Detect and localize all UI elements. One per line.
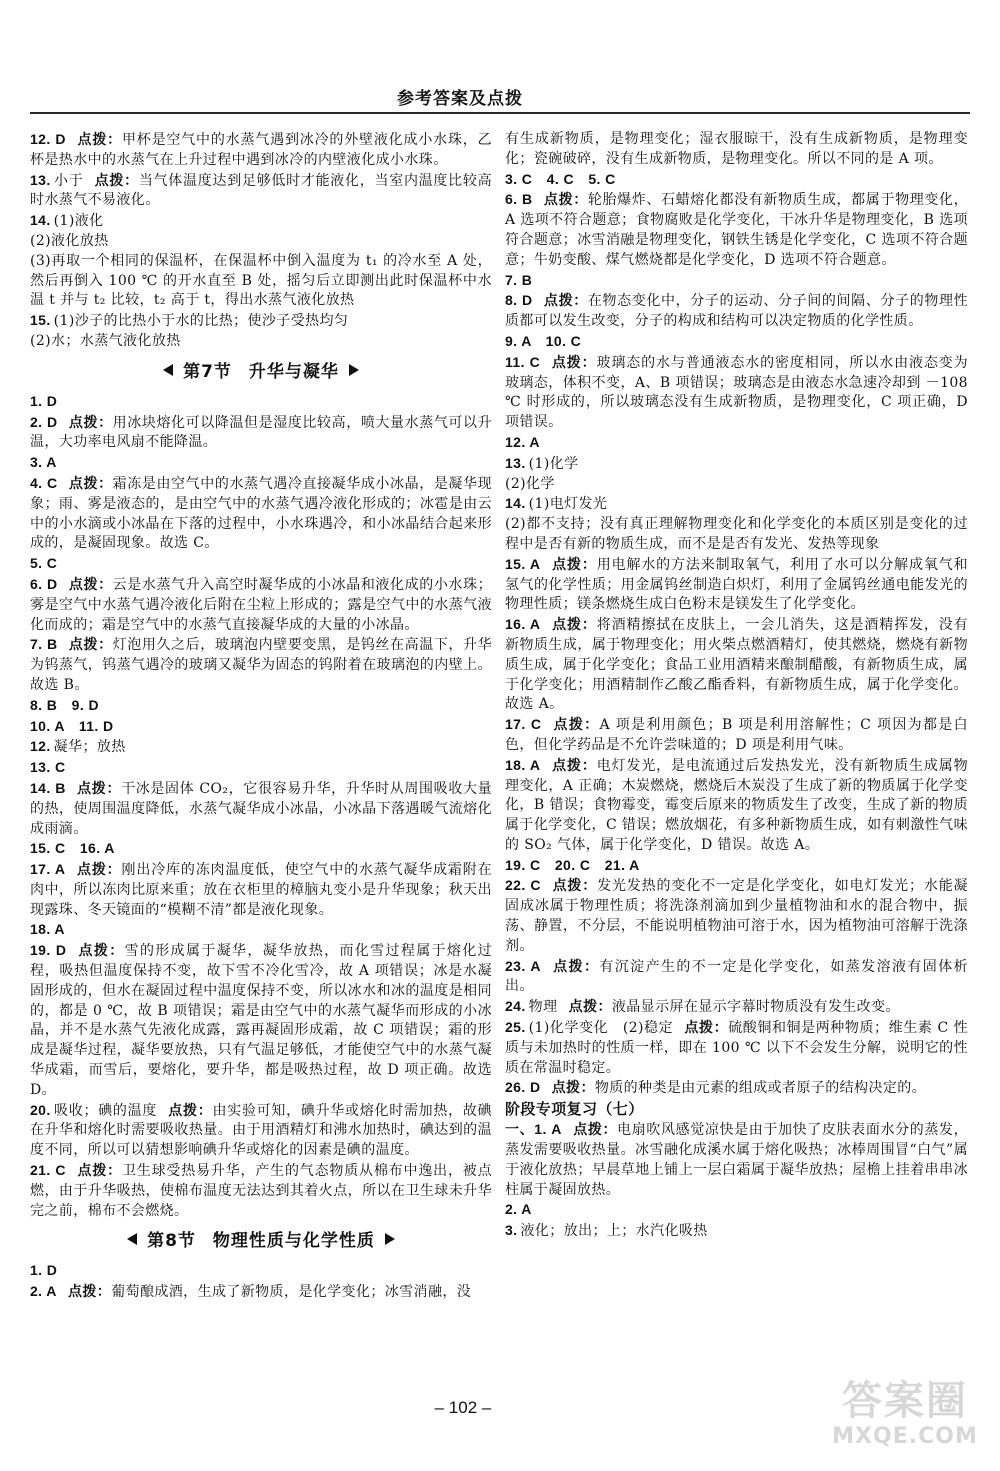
answer-number: 13. [505,454,526,471]
tip-text: 电灯发光，是电流通过后发热发光，没有新物质生成属物理变化，A 正确；木炭燃烧，燃烧后木炭没了生成了新的物质属于化学变化，B 错误；食物霉变，霉变后原来的物质发生了改变，生成了新的物质属于化学变化，C 错误；燃放烟花，有多种新物质生成，如有刺激性气味的 SO₂ 气体，属于化学变化，D 错误。故选 A。 [505,757,969,853]
answer-item [505,353,968,433]
answer-item [505,271,968,292]
tip-text: 有沉淀产生的不一定是化学变化，如蒸发溶液有固体析出。 [505,958,968,995]
answer-item [30,575,492,635]
answer-number: 15. C 16. A [30,840,115,857]
tip-label: 点拨： [552,958,600,975]
answer-item [505,1018,968,1078]
tip-text: 在物态变化中，分子的运动、分子间的间隔、分子的物理性质都可以发生改变，分子的构成和结构可以决定物质的化学性质。 [505,293,968,330]
answer-number: 14. B [30,779,66,796]
tip-label: 点拨： [94,172,139,189]
answer-number: 16. A [505,616,541,633]
answer-item [30,737,492,758]
answer-item [505,332,968,353]
answer-number: 15. A [505,555,541,572]
answer-text: (2)液化放热 [30,232,109,249]
tip-text: 硫酸铜和铜是两种物质；维生素 C 性质与未加热时的性质一样，即在 100 ℃ 以下不会发生分解，说明它的性质在常温时稳定。 [505,1020,968,1076]
answer-text: (1)电灯发光 [528,496,608,513]
answer-text: (2)水；水蒸气液化放热 [30,332,181,349]
tip-label: 点拨： [551,757,597,774]
answer-number: 13. C [30,759,66,776]
answer-number: 2. D [30,413,58,430]
answer-text: (1)沙子的比热小于水的比热；使沙子受热均匀 [53,313,349,330]
answer-text: (3)再取一个相同的保温杯，在保温杯中倒入温度为 t₁ 的冷水至 A 处，然后再倒入 100 ℃ 的开水直至 B 处，摇匀后立即测出此时保温杯中水温 t 并与 t₂ 比较，t₂ 高于 t，得出水蒸气液化放热 [30,252,492,309]
page-number: – 102 – [434,1398,492,1417]
answer-item [505,555,968,615]
answer-number: 14. [30,212,51,229]
tip-label: 点拨： [568,999,612,1016]
tip-label: 点拨： [551,354,597,371]
answer-item [505,1221,968,1242]
tip-text: 用冰块熔化可以降温但是湿度比较高，喷大量水蒸气可以升温，大功率电风扇不能降温。 [30,414,493,451]
left-column [30,130,492,1303]
answer-number: 2. A [505,1201,532,1218]
tip-text: 电扇吹风感觉凉快是由于加快了皮肤表面水分的蒸发，蒸发需要吸收热量。冰雪融化成溪水属于熔化吸热；冰棒周围冒“白气”属于液化放热；早晨草地上铺上一层白霜属于凝华放热；屋檐上挂着串串冰柱属于凝固放热。 [505,1122,968,1198]
answer-number: 3. [505,1222,518,1239]
tip-label: 点拨： [77,943,125,960]
answer-item [505,475,968,495]
tip-text: 灯泡用久之后，玻璃泡内壁要变黑，是钨丝在高温下，升华为钨蒸气，钨蒸气遇冷的玻璃又凝华为固态的钨附着在玻璃泡的内壁上。故选 B。 [30,637,493,693]
tip-label: 点拨： [168,1102,213,1119]
answer-number: 19. C 20. C 21. A [505,856,640,873]
header-divider [30,112,970,114]
answer-number: 9. A 10. C [505,332,582,349]
tip-text: 将酒精擦拭在皮肤上，一会儿消失，这是酒精挥发，没有新物质生成，属于物理变化；用火柴点燃酒精灯，使其燃烧，燃烧有新物质生成，属于化学变化；食品工业用酒精来酿制醋酸，有新物质生成，属于化学变化；用酒精制作乙酸乙酯香料，有新物质生成，属于化学变化。故选 A。 [505,617,969,713]
answer-item [505,454,968,475]
answer-number: 6. D [30,575,58,592]
tip-text: 液晶显示屏在显示字幕时物质没有发生改变。 [611,999,900,1016]
right-triangle-icon [349,364,359,376]
watermark-main-text: 答案圈 [842,1378,968,1424]
answer-item [30,232,492,252]
answer-number: 21. C [30,1162,66,1179]
answer-item [30,635,492,695]
tip-text: A 项是利用颜色；B 项是利用溶解性；C 项因为都是白色，但化学药品是不允许尝味道的；D 项是利用气味。 [505,717,968,753]
answer-text: 液化；放出；上；水汽化吸热 [520,1223,708,1240]
tip-label: 点拨： [551,1080,595,1097]
tip-label: 点拨： [543,192,588,209]
answer-item [30,1261,492,1282]
tip-label: 点拨： [77,1163,122,1180]
answer-item [30,860,492,920]
tip-text: 雪的形成属于凝华，凝华放热，而化雪过程属于熔化过程，吸热但温度保持不变，故下雪不冷化雪冷，故 A 项错误；冰是水凝固形成的，但水在凝固过程中温度保持不变，所以冰水和冰的温度是相同的，都是 0 ℃，故 B 项错误；霜是由空气中的水蒸气凝华而形成的小冰晶，并不是水蒸气先液化成露，露再凝固形成霜，故 C 项错误；霜的形成是凝华过程，凝华要放热，只有气温足够低，才能使空气中的水蒸气凝华成霜，而雪后，要熔化，要升华，都是吸热过程，故 D 项正确。故选 D。 [30,943,493,1098]
answer-item [505,1078,968,1099]
tip-text: 用电解水的方法来制取氧气，利用了水可以分解成氧气和氢气的化学性质；用金属钨丝制造白炽灯，利用了金属钨丝通电能发光的物理性质；镁条燃烧生成白色粉末是镁发生了化学变化。 [505,556,969,613]
answer-number: 3. A [30,454,57,471]
answer-item [30,717,492,738]
answer-number: 19. D [30,942,67,959]
answer-text: (1)液化 [53,213,104,230]
answer-text: (1)化学变化 (2)稳定 [528,1020,674,1037]
answer-text: 小于 [53,172,84,189]
answer-item [30,1101,492,1161]
tip-label: 点拨： [552,878,598,895]
answer-number: 20. [30,1101,51,1118]
answer-number: 3. C 4. C 5. C [505,170,616,187]
tip-label: 点拨： [68,414,113,431]
answer-item [30,311,492,332]
tip-text: 玻璃态的水与普通液态水的密度相同，所以水由液态变为玻璃态，体积不变，A、B 项错误；玻璃态是由液态水急速冷却到 －108 ℃ 时形成的，所以玻璃态没有生成新物质，是物理变化，C 项正确，D 项错误。 [505,354,968,431]
tip-text: 干冰是固体 CO₂，它很容易升华，升华时从周围吸收大量的热，使周围温度降低，水蒸气凝华成小冰晶，小冰晶下落遇暖气流熔化成雨滴。 [30,780,493,837]
answer-item [30,171,492,212]
answer-text: (1)化学 [528,455,579,472]
answer-item [505,291,968,332]
answer-item [30,130,492,171]
answer-item [30,920,492,941]
answer-number: 17. C [505,716,542,733]
tip-label: 点拨： [76,780,122,797]
tip-text: 云是水蒸气升入高空时凝华成的小冰晶和液化成的小水珠；雾是空气中水蒸气遇冷液化后附在尘粒上形成的；露是空气中的水蒸气液化而成的；霜是空气中的水蒸气直接凝华成的大量的小冰晶。 [30,576,493,633]
answer-number: 2. A [30,1283,57,1300]
section-heading [30,352,492,392]
answer-item [30,554,492,575]
answer-number: 8. D [505,292,533,309]
answer-item [505,997,968,1018]
answer-number: 26. D [505,1079,541,1096]
answer-item [30,332,492,352]
tip-label: 点拨： [68,637,113,654]
watermark-logo [820,1378,990,1450]
tip-label: 点拨： [67,1284,112,1301]
answer-item [505,1120,968,1200]
review-heading: 阶段专项复习（七） [505,1100,644,1119]
tip-label: 点拨： [68,576,113,593]
answer-item [505,190,968,270]
answer-number: 一、1. A [505,1121,562,1138]
answer-number: 4. C [30,474,58,491]
answer-number: 6. B [505,191,533,208]
answer-item [505,615,968,715]
right-triangle-icon [385,1233,395,1245]
page-title: 参考答案及点拨 [397,89,523,109]
answer-item [30,1282,492,1303]
answer-number: 11. C [505,353,541,370]
answer-number: 23. A [505,957,541,974]
answer-number: 7. B [505,271,533,288]
right-column [505,130,968,1242]
answer-text: 凝华；放热 [53,739,126,756]
answer-item [505,856,968,877]
section-title: 升华与凝华 [248,361,339,382]
section-number: 第8节 [147,1231,196,1252]
answer-item [505,1200,968,1221]
answer-item [30,474,492,554]
section-number: 第7节 [183,361,232,382]
answer-item [30,413,492,454]
tip-text: 轮胎爆炸、石蜡熔化都没有新物质生成，都属于物理变化，A 选项不符合题意；食物腐败是化学变化，干冰升华是物理变化，B 选项符合题意；冰雪消融是物理变化，钢铁生锈是化学变化，C 选项不符合题意；牛奶变酸、煤气燃烧都是化学变化，D 选项不符合题意。 [505,192,968,268]
tip-label: 点拨： [68,475,113,492]
answer-item [505,433,968,454]
answer-item [30,1161,492,1221]
tip-text: 物质的种类是由元素的组成或者原子的结构决定的。 [594,1080,927,1097]
tip-text: 有生成新物质，是物理变化；湿衣服晾干，没有生成新物质，是物理变化；瓷碗破碎，没有生成新物质，是物理变化。所以不同的是 A 项。 [505,131,968,167]
left-triangle-icon [127,1233,137,1245]
answer-number: 24. [505,998,526,1015]
answer-number: 14. [505,495,526,512]
tip-label: 点拨： [684,1020,729,1037]
tip-label: 点拨： [76,862,122,879]
tip-label: 点拨： [551,617,597,634]
left-triangle-icon [163,364,173,376]
answer-number: 13. [30,171,51,188]
tip-text: 卫生球受热易升华，产生的气态物质从棉布中逸出，被点燃，由于升华吸热，使棉布温度无法达到其着火点，所以在卫生球未升华完之前，棉布不会燃烧。 [30,1163,492,1219]
answer-item [505,130,968,170]
answer-item [30,941,492,1100]
answer-number: 10. A 11. D [30,717,114,734]
answer-number: 8. B 9. D [30,696,99,713]
answer-number: 12. D [30,131,66,147]
answer-item [30,779,492,839]
answer-item [30,252,492,311]
answer-text: (2)化学 [505,475,555,492]
tip-text: 发光发热的变化不一定是化学变化，如电灯发光；水能凝固成冰属于物理性质；将洗涤剂滴加到少量植物油和水的混合物中，振荡、静置，不分层，不能说明植物油可溶于水，因为植物油可溶解于洗涤剂。 [505,878,968,954]
answer-number: 1. D [30,392,58,409]
answer-text: 物理 [528,999,558,1016]
tip-text: 当气体温度达到足够低时才能液化，当室内温度比较高时水蒸气不易液化。 [30,172,492,209]
section-title: 物理性质与化学性质 [212,1231,375,1252]
tip-label: 点拨： [572,1122,618,1139]
answer-item [30,758,492,779]
tip-text: 霜冻是由空气中的水蒸气遇冷直接凝华成小冰晶，是凝华现象；雨、雾是液态的，是由空气中的水蒸气遇冷液化形成的；冰雹是由云中的小水滴或小冰晶在下落的过程中，小水珠遇冷，和小冰晶结合起来形成的，是凝固现象。故选 C。 [30,475,493,552]
answer-item [30,696,492,717]
answer-number: 18. A [30,921,65,938]
answer-number: 15. [30,312,51,329]
answer-item [505,715,968,756]
tip-text: 甲杯是空气中的水蒸气遇到冰冷的外壁液化成小水珠，乙杯是热水中的水蒸气在上升过程中遇到冰冷的内壁液化成小水珠。 [30,132,492,168]
answer-text: (2)都不支持；没有真正理解物理变化和化学变化的本质区别是变化的过程中是否有新的物质生成，而不是是否有发光、发热等现象 [505,516,968,552]
answer-item [505,876,968,956]
section-heading [30,1221,492,1261]
tip-label: 点拨： [552,717,600,734]
answer-item [30,839,492,860]
answer-number: 17. A [30,861,66,878]
tip-label: 点拨： [551,556,597,573]
answer-item [30,392,492,413]
answer-number: 12. A [505,433,540,450]
answer-number: 18. A [505,756,541,773]
tip-label: 点拨： [543,293,588,310]
answer-number: 1. D [30,1262,58,1279]
tip-text: 由实验可知，碘升华或熔化时需加热，故碘在升华和熔化时需要吸收热量。由于用酒精灯和沸水加热时，碘达到的温度不同，所以可以猜想影响碘升华或熔化的因素是碘的温度。 [30,1102,492,1159]
answer-number: 12. [30,738,51,755]
answer-item [505,957,968,998]
answer-item [30,453,492,474]
answer-item [505,494,968,515]
answer-number: 25. [505,1019,526,1036]
answer-number: 5. C [30,555,58,572]
watermark-sub-text: MXQE.COM [832,1424,978,1449]
answer-item [505,756,968,856]
answer-number: 7. B [30,636,58,653]
answer-item [505,170,968,191]
tip-text: 葡萄酿成酒，生成了新物质，是化学变化；冰雪消融，没 [111,1284,472,1301]
answer-item [30,211,492,232]
tip-label: 点拨： [77,132,122,148]
answer-number: 22. C [505,877,541,894]
tip-text: 刚出冷库的冻肉温度低，使空气中的水蒸气凝华成霜附在肉中，所以冻肉比原来重；放在衣柜里的樟脑丸变小是升华现象；秋天出现露珠、冬天镜面的“模糊不清”都是液化现象。 [30,862,493,918]
answer-text: 吸收；碘的温度 [53,1102,158,1119]
answer-item [505,515,968,555]
